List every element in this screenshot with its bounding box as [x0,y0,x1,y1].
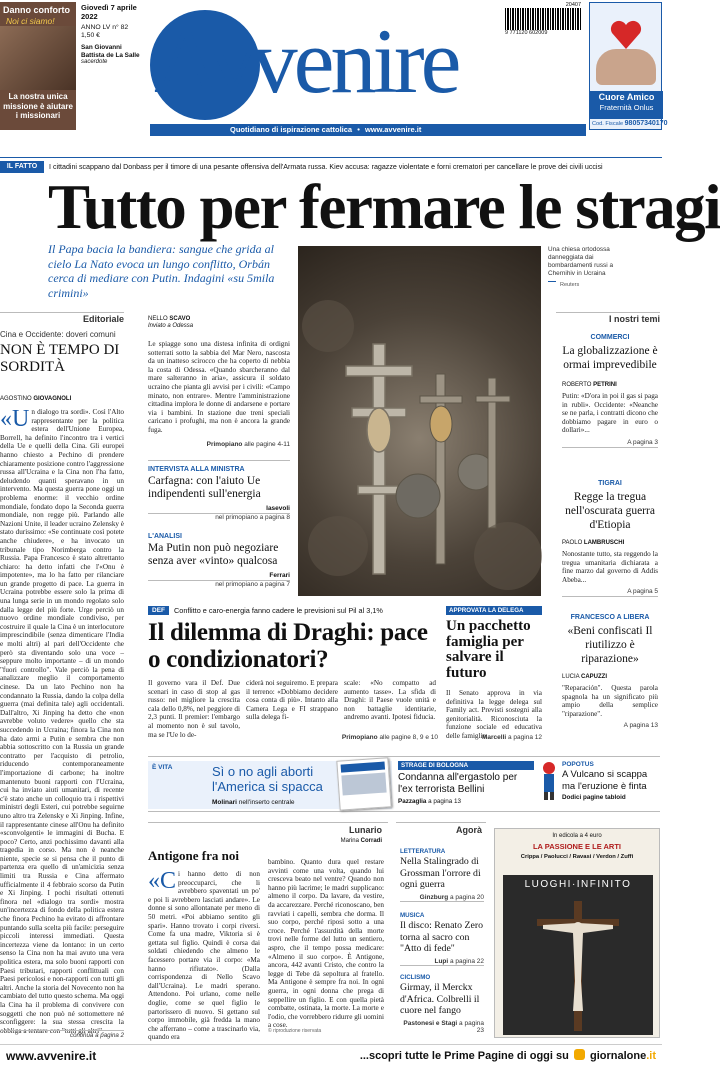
primopiano [148,316,290,446]
section-editoriale: Editoriale [82,314,124,324]
logo-text: Avvenire [154,10,458,112]
bologna-ref [398,798,534,805]
commento-3[interactable] [562,614,658,729]
ref-label: Primopiano [206,440,243,448]
logo[interactable] [150,0,500,124]
author-last: LAMBRUSCHI [583,540,625,546]
footer-right[interactable] [360,1049,656,1062]
primopiano-author [148,316,290,323]
barcode-bars [505,8,581,30]
editoriale-body [0,406,124,1035]
commenti-column [556,312,660,744]
editoriale-kicker: Cina e Occidente: doveri comuni [0,330,116,339]
commento-title: La globalizzazione è ormai imprevedibile [562,345,658,371]
site-link[interactable]: www.avvenire.it [364,125,422,134]
evita-cover-icon [336,757,391,811]
anno: ANNO LV [81,24,111,31]
evita-box[interactable] [148,761,392,809]
commento-1[interactable] [562,334,658,448]
ref-author: Pazzaglia [398,798,427,805]
commento-body: Putin: «D'ora in poi il gas si paga in rubli». Occidente: «Neanche se ne parla, i contratti dicono che dobbiamo pagare in euro o dollari»... [562,392,658,435]
ref-pages: a pagina 12 [508,734,542,741]
agora-item-3[interactable] [400,974,484,1034]
main-subhead: Il Papa bacia la bandiera: sangue che grida al cielo La Nato evoca un lungo conflitto, Orbán cerca di mediare con Putin. Indagini «su 5mila crimini» [48,242,275,300]
photo-credit: Reuters [560,282,580,288]
popotus-kicker: POPOTUS [562,761,594,768]
luoghi-logo: LUOGHI·INFINITO [524,879,632,890]
section-lunario: Lunario [349,825,382,835]
promo-title: Danno conforto [3,5,70,15]
agora-ref [400,894,484,902]
saint-sub: sacerdote [81,59,108,65]
intervista-title: Carfagna: con l'aiuto Ue indipendenti sull'energia [148,475,261,500]
bologna-box[interactable] [398,761,534,805]
agora [396,822,486,1038]
cf-number: 98057340170 [624,120,668,127]
numero: n° 82 [112,24,129,31]
promo-photo [0,26,76,90]
left-promo[interactable] [0,2,76,130]
ref-author: Lupi [434,957,449,965]
agora-item-1[interactable] [400,848,484,902]
ref-text: a pagina 22 [450,957,484,965]
famiglia-title: Un pacchetto famiglia per salvare il futuro [446,618,531,681]
def-kicker: Conflitto e caro-energia fanno cadere le previsioni sul Pil al 3,1% [174,606,383,615]
footer [0,1044,662,1066]
luoghi-authors: Crippa / Paolucci / Ravasi / Verdon / Zuffi [520,854,634,860]
ref-author: Ginzburg [419,893,449,901]
commento-ref: A pagina 3 [562,439,658,448]
intervista-ref: nel primopiano a pagina 8 [148,513,290,521]
author-last: GIOVAGNOLI [33,396,72,402]
primopiano-ref[interactable] [148,441,290,448]
crucifix-icon [537,901,619,1031]
right-promo-cf [592,120,667,127]
analisi[interactable] [148,533,290,588]
luoghi-title: LA PASSIONE E LE ARTI [532,842,622,851]
barcode [505,2,583,38]
luoghi-top: In edicola a 4 euro [552,833,602,839]
analisi-author: Ferrari [269,572,290,579]
analisi-title: Ma Putin non può negoziare senza aver «vinto» qualcosa [148,542,279,567]
intervista[interactable] [148,460,290,521]
analisi-kicker: L'ANALISI [148,533,182,540]
commento-kicker: FRANCESCO A LIBERA [570,614,650,621]
section-agora: Agorà [455,825,482,835]
editoriale-text: n dialogo tra sordi». Così l'Alto rappresentante per la politica estera dell'Unione Europea, Borrell, ha definito l'incontro tra i vertici della Ue e quelli della Cina. Gli europei hanno chiesto a Pechino di prendere chiaramente posizione contro l'aggressione russa all'Ucraina e la Cina non l'ha fatto, deludendo quanti speravano in un intervento. Ma questa guerra pone oggi un problema enorme: il vecchio ordine mondiale, fondato dopo la Seconda guerra mondiale, non regge più. Parlando alle Nazioni Unite, il leader ucraino Zelensky è stato durissimo: «Se continuate così potete anche chiudere», e ha invocato un tribunale tipo Norimberga contro la Russia. Papa Francesco è stato altrettanto chiaro: ha detto infatti che l'«Onu è impotente», ma lo ha fatto per rilanciare un grande progetto di pace. La guerra in Ucraina potrebbe essere solo la prima di una lunga serie in un mondo regolato solo dalla legge del più forte. Urge perciò un nuovo ordine mondiale condiviso, per costruire il quale la Cina è un interlocutore imprescindibile (senza dimenticare l'India e molti altri) al pari dell'Occidente che però sta diventando solo una voce – seppure molto importante – di un mondo "fuori controllo". Vale perciò la pena di analizzare meglio il comportamento cinese. Da un lato Pechino non ha condannato la Russia, dando la colpa della guerra (mai definita tale) agli occidentali. Dall'altro, Xi Jinping ha detto che «non avrebbe voluto vedere» quello che sta succedendo in Ucraina; finora la Cina non ha dato armi a Putin e sembra che non abbia sottoscritto con la Russia un grande contratto per l'acquisto di petrolio, riducendo contemporaneamente l'importazione di carbone; ha inoltre mantenuto buoni rapporti con l'Ucraina, cui ha inviato aiuti umanitari, di recente c'è stato anche un colloquio tra i rispettivi ministri degli Esteri, cui potrebbe seguirne uno altro tra Zelensky e Xi Jinping. Infine, il rappresentante cinese all'Onu ha definito «sconvolgenti» le immagini di Bucha. E poco? Certo, anzi pochissimo davanti alla tragedia in corso. Ma non è neanche niente, specie se si pensa che il punto di partenza era quello di un'amicizia senza limiti tra Russia e Cina affermato ufficialmente il 4 febbraio scorso da Putin e Xi Jinping. I pochi risultati ottenuti finora nel «dialogo tra sordi» mostra un'incertezza di fondo della politica estera che finora Pechino ha evitato di affrontare puntando sulla scelta più facile: perseguire piccoli interessi immediati. Questa incertezza viene da lontano: in un certo senso la Cina non ha mai avuto una vera politica estera, ma solo buoni rapporti con Paesi tributari, rapporti conflittuali con Paesi pericolosi e non-rapporti con tutti gli altri. Anche la storia del Novecento non ha cambiato del tutto questo schema. Ma oggi la Cina ha il problema di convivere con soggetti che non può né sottomettere né sconfiggere: la sua stessa crescita la obbliga a tentare con "tutti gli altri". [0,408,124,1035]
ref-label: Primopiano [341,734,378,741]
author-last: Corradi [360,838,382,844]
ref-pages: alle pagine 4-11 [244,440,290,448]
barcode-number: 9 771120 602009 [505,30,548,36]
agora-ref [400,1020,484,1034]
primopiano-location: Inviato a Odessa [148,323,194,329]
barcode-top: 20407 [565,2,581,8]
right-promo-sub: Fraternità Onlus [599,103,654,112]
footer-promo-text: ...scopri tutte le Prime Pagine di oggi su [359,1050,569,1062]
dropcap: «U [0,406,30,432]
popotus-mascot-icon [540,761,558,801]
popotus-box[interactable] [540,761,660,801]
author-first: PAOLO [562,540,583,546]
promo-strip [148,756,660,812]
editoriale-continue[interactable]: continua a pagina 2 [0,1030,124,1039]
tagline: Quotidiano di ispirazione cattolica [230,125,353,134]
ref-author: Pastonesi e Stagi [403,1019,458,1027]
commento-ref: A pagina 13 [623,722,658,730]
cf-label: Cod. Fiscale [592,121,624,127]
def-ref [342,734,438,741]
ref-text: a pagina 23 [459,1019,484,1034]
author-last: CAPUZZI [581,674,608,680]
giornalone-icon [574,1049,585,1060]
author-first: Marina [340,838,359,844]
commento-title: Regge la tregua nell'oscurata guerra d'Etiopia [565,491,655,531]
ref-author: Molinari [212,799,237,806]
commento-ref: A pagina 5 [562,588,658,597]
popotus-ref: Dodici pagine tabloid [562,794,626,801]
agora-kicker: CICLISMO [400,974,431,981]
author-first: NELLO [148,316,168,322]
lunario-credit: © riproduzione riservata [268,1028,322,1034]
commento-author [562,382,658,389]
main-photo[interactable] [298,246,541,596]
masthead [0,0,668,142]
cross-icon [298,246,541,596]
footer-site-link[interactable]: www.avvenire.it [6,1049,97,1063]
ilfatto-label: IL FATTO [0,161,44,173]
ref-label: Marcelli [481,734,507,741]
price: 1,50 € [81,32,100,39]
def-col3: scale: «No compatto ad aumento tasse». La sfida di Draghi: il Paese vuole unità e non battaglie identitarie, andremo avanti. Ipotesi fiducia. [344,679,436,722]
commento-2[interactable] [562,480,658,597]
lunario-author [341,838,382,845]
ref-text: a pagina 20 [450,893,484,901]
editoriale-title[interactable]: NON È TEMPO DI SORDITÀ [0,342,120,375]
author-first: ROBERTO [562,382,592,388]
lunario-col2: bambino. Quanto dura quel restare avvinti come una volta, quando lui cresceva beato nel ventre? Quando non hanno più lacrime; le madri supplicano: almeno il corpo. Da lavare, da vestire, da accarezzare. Perché riconoscano, ben ravviati i capelli, sembra che dorma. Il suo corpo, perché riposi sotto a una croce. Perché l'assurdità della morte trovi nelle forme del lutto un sentiero, aspro, che il tempo possa medicare: «Almeno il suo corpo». È Antigone, ancora, 442 avanti Cristo, che contro la legge di Tebe dà sepoltura al fratello. Ma Antigone è sempre fra noi. In ogni guerra, in ogni donna che prega di seppellire un figlio. E con quella pietà combatte, ostinata, la morte. La morte e l'odio, che vorrebbero ridurre gli uomini a cose. [268,858,384,1030]
luoghi-promo[interactable] [494,828,660,1038]
def-col1: Il governo vara il Def. Due scenari in caso di stop al gas russo: nel migliore la crescita cala dello 0,8%, nel peggiore di 2,3 punti. Il premier: l'embargo al momento non è sul tavolo, ma se l'Ue lo de- [148,679,240,739]
famiglia-body: Il Senato approva in via definitiva la legge delega sul Family act. Previsti sostegni alla genitorialità. Riconosciuta la funzione sociale ed educativa delle famiglie. [446,689,542,740]
ref-text: nell'inserto centrale [238,799,295,806]
agora-title: Il disco: Renato Zero torna al sacro con "Atto di fede" [400,920,483,954]
editoriale-column [0,312,136,1040]
caption-arrow-icon [548,281,556,282]
footer-tld: .it [646,1050,656,1062]
edition-info [81,3,151,65]
author-first: LUCIA [562,674,580,680]
luoghi-cover [503,875,653,1035]
famiglia-article[interactable] [446,606,542,746]
def-article[interactable] [148,606,438,746]
tagline-bar: Quotidiano di ispirazione cattolica • www.avvenire.it [150,124,586,136]
heart-icon [608,17,644,53]
commento-kicker: TIGRAI [598,480,622,487]
commento-body: Nonostante tutto, sta reggendo la tregua umanitaria dichiarata a fine marzo dal governo di Addis Abeba... [562,550,658,584]
bologna-title: Condanna all'ergastolo per l'ex terrorista Bellini [398,772,518,795]
section-temi: I nostri temi [608,314,660,324]
promo-subtitle: Noi ci siamo! [6,16,55,26]
lunario [148,822,388,1042]
evita-ref [212,799,295,806]
hands-icon [596,49,656,85]
editoriale-author [0,396,71,403]
photo-caption: Una chiesa ortodossa danneggiata dai bombardamenti russi a Chernihiv in Ucraina [548,246,614,277]
agora-item-2[interactable] [400,912,484,966]
commento-title: «Beni confiscati Il riutilizzo è riparazione» [567,625,653,665]
footer-brand: giornalone [589,1050,647,1062]
right-promo-title: Cuore Amico [598,92,655,102]
lunario-title[interactable]: Antigone fra noi [148,848,239,863]
def-title: Il dilemma di Draghi: pace o condizionatori? [148,619,428,673]
agora-ref [400,958,484,966]
agora-kicker: LETTERATURA [400,848,446,855]
bologna-kicker: STRAGE DI BOLOGNA [398,761,534,770]
author-last: PETRINI [593,382,617,388]
agora-kicker: MUSICA [400,912,425,919]
ilfatto-text: I cittadini scappano dal Donbass per il timore di una pesante offensiva dell'Armata russa. Kiev accusa: ragazze violentate e forni crematori per cancellare le prove dei civili uccisi [49,163,603,171]
def-label: DEF [148,606,169,615]
intervista-author: Iasevoli [266,505,290,512]
author-first: AGOSTINO [0,396,32,402]
analisi-ref: nel primopiano a pagina 7 [148,580,290,588]
commento-body: "Reparación". Questa parola spagnola ha un significato più ampio della semplice "riparazione". [562,684,658,718]
agora-title: Girmay, il Merckx d'Africa. Colbrelli il cuore nel fango [400,982,480,1016]
evita-label: È VITA [152,764,173,771]
ref-text: a pagina 13 [428,798,462,805]
agora-title: Nella Stalingrado di Grossman l'orrore di ogni guerra [400,856,481,890]
famiglia-ref [482,734,542,741]
saint: San Giovanni Battista de La Salle [81,44,140,59]
famiglia-kicker: APPROVATA LA DELEGA [446,606,542,615]
commento-kicker: COMMERCI [590,334,630,341]
commento-author [562,540,658,547]
evita-title: Sì o no agli aborti l'America si spacca [212,764,323,794]
popotus-title: A Vulcano si scappa ma l'eruzione è finta [562,769,648,792]
right-promo[interactable] [589,2,668,130]
author-last: SCAVO [169,316,191,322]
lunario-text-1: i hanno detto di non preoccuparci, che li avrebbero spaventati un po' e poi li avrebbero lasciati andare». Le donne si sono allontanate per meno di 50 metri. «Poi abbiamo sentito gli spari». Hanno trovato i corpi riversi. Come fa una madre, Viktoria si è gettata sul figlio. Quindi è corsa dai soldati chiedendo che almeno le facessero portare via il corpo: «Ma hanno rifiutato». (Dalla corrispondenza di Nello Scavo dall'Ucraina). Le madri sperano. Attendono. Poi urlano, come nelle doglie, come se quel figlio le partorissero di nuovo. Si gettano sul corpo immobile, già fredda la mano che afferrano – come a trascinarlo via, quando era [148,870,260,1042]
primopiano-body: Le spiagge sono una distesa infinita di ordigni sotterrati sotto la sabbia del Mar Nero, nascosta da un inatteso scirocco che ha coperto di nebbia la costa di Odessa. «Quando sbarcheranno dal mare salteranno in aria», assicura il soldato ucraino che pianta gli avvisi per i civili: «Campo minato, non entrare». Mentre l'amministrazione cittadina implora le donne di andarsene e portare via i bambini. In stazione due treni speciali caricano i profughi, ma non è ancora la grande fuga. [148,340,290,434]
lunario-col1 [148,868,260,1042]
main-headline[interactable]: Tutto per fermare le stragi [48,172,720,242]
date: Giovedì 7 aprile 2022 [81,3,137,21]
dropcap: «C [148,868,177,894]
promo-bottom: La nostra unica missione è aiutare i missionari [3,92,73,120]
ref-pages: alle pagine 8, 9 e 10 [379,734,438,741]
def-col2: ciderà noi seguiremo. E prepara il terreno: «Dobbiamo decidere cosa conta di più». Intanto alla Camera Lega e FI strappano sulla delega fi- [246,679,338,722]
commento-author [562,674,658,681]
intervista-kicker: INTERVISTA ALLA MINISTRA [148,466,245,473]
